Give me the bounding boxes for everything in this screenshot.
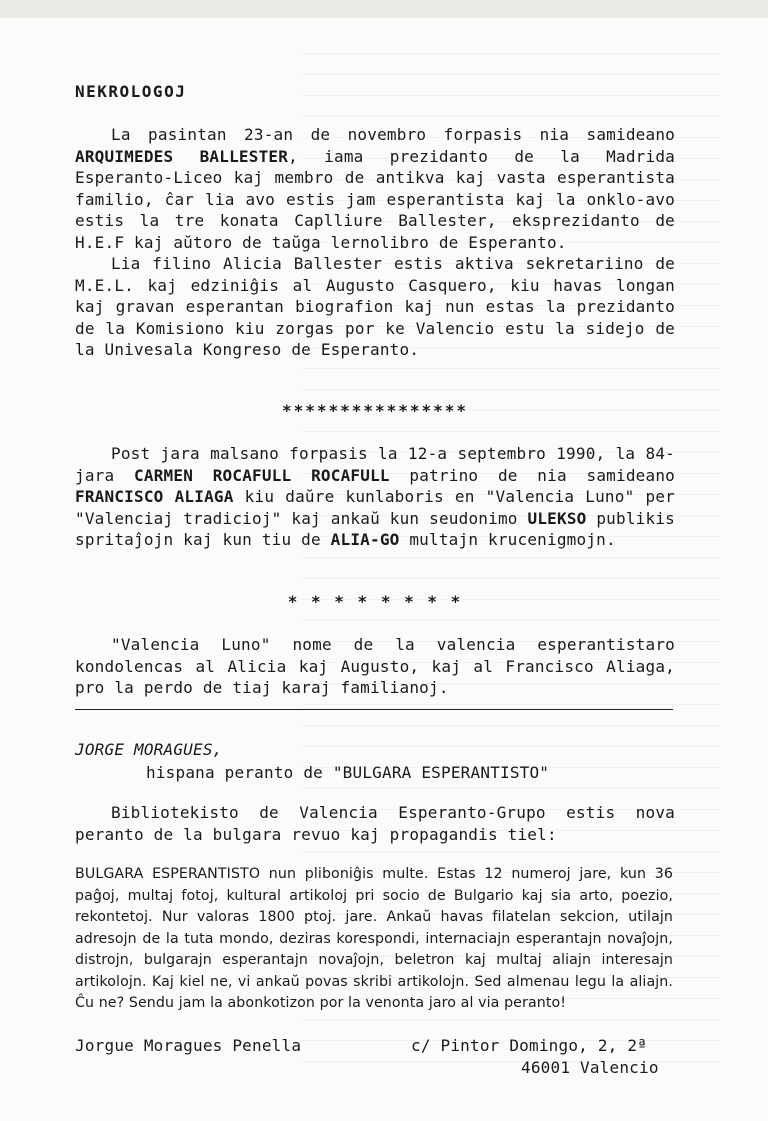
article-body: [75, 864, 673, 1015]
pseudonym: ALIA-GO: [330, 530, 400, 549]
article-byline: JORGE MORAGUES,: [75, 740, 223, 759]
text-run: patrino de nia samideano: [389, 465, 675, 485]
text-run: Post jara malsano forpasis la 12-a septembro 1990, la 84-jara: [75, 444, 675, 485]
text-run: La pasintan 23-an de novembro forpasis nia samideano: [111, 125, 675, 144]
address-city: 46001 Valencio: [521, 1058, 659, 1077]
horizontal-rule: [75, 709, 673, 710]
obituary-ballester: [75, 124, 675, 361]
condolence-paragraph: "Valencia Luno" nome de la valencia esperantistaro kondolencas al Alicia kaj Augusto, kaj al Francisco Aliaga, pro la perdo de tiaj karaj familianoj.: [75, 635, 675, 697]
obituary-rocafull-paragraph: [75, 443, 675, 551]
obituary-ballester-paragraph-2: Lia filino Alicia Ballester estis aktiva sekretariino de M.E.L. kaj edziniĝis al Augusto Casquero, kiu havas longan kaj gravan esperantan biografion kaj nun estas la prezidanto de la Komisiono kiu zorgas por ke Valencio estu la sidejo de la Univesala Kongreso de Esperanto.: [75, 254, 675, 359]
signature-name: Jorgue Moragues Penella: [75, 1036, 302, 1055]
obituary-rocafull: [75, 443, 675, 551]
text-run: publikis spritaĵojn kaj kun tiu de: [75, 508, 676, 549]
obituary-ballester-paragraph-1: [75, 124, 675, 253]
person-name: FRANCISCO ALIAGA: [75, 487, 234, 506]
address-street: c/ Pintor Domingo, 2, 2ª: [411, 1036, 647, 1055]
article-intro: [75, 802, 675, 845]
pseudonym: ULEKSO: [527, 508, 587, 528]
article-body-paragraph: BULGARA ESPERANTISTO nun pliboniĝis multe. Estas 12 numeroj jare, kun 36 paĝoj, multaj fotoj, kultural artikoloj pri socio de Bulgario kaj sia arto, poezio, rekontetoj. Nur valoras 1800 ptoj. jare. Ankaŭ havas filatelan sekcion, utilajn adresojn de la tuta mondo, deziras korespondi, internaciajn esperantajn novaĵojn, distrojn, bulgarajn esperantajn novaĵojn, beletron kaj multaj aliajn interesajn artikolojn. Kaj kiel ne, vi ankaŭ povas skribi artikolojn. Sed almenau legu la aliajn. Ĉu ne? Sendu jam la abonkotizon por la venonta jaro al via peranto!: [75, 866, 673, 1011]
person-name: ARQUIMEDES BALLESTER: [75, 146, 289, 166]
separator-stars: * * * * * * * *: [287, 592, 463, 611]
text-run: kiu daŭre kunlaboris en "Valencia Luno" per "Valenciaj tradicioj" kaj ankaŭ kun seudonimo: [75, 487, 675, 528]
condolence-note: [75, 634, 675, 699]
article-subtitle: hispana peranto de "BULGARA ESPERANTISTO": [146, 763, 550, 782]
separator-line: ****************: [281, 401, 469, 420]
person-name: CARMEN ROCAFULL ROCAFULL: [134, 465, 390, 485]
article-intro-paragraph: Bibliotekisto de Valencia Esperanto-Grupo estis nova peranto de la bulgara revuo kaj propagandis tiel:: [75, 803, 675, 844]
text-run: , iama prezidanto de la Madrida Esperanto-Liceo kaj membro de antikva kaj vasta esperantista familio, ĉar lia avo estis jam esperantista kaj la onklo-avo estis la tre konata Caplliure Ballester, eksprezidanto de H.E.F kaj aŭtoro de taŭga lernolibro de Esperanto.: [75, 146, 675, 252]
text-run: multajn krucenigmojn.: [399, 530, 616, 549]
page-title: NEKROLOGOJ: [75, 82, 187, 101]
scan-top-edge: [0, 0, 768, 18]
